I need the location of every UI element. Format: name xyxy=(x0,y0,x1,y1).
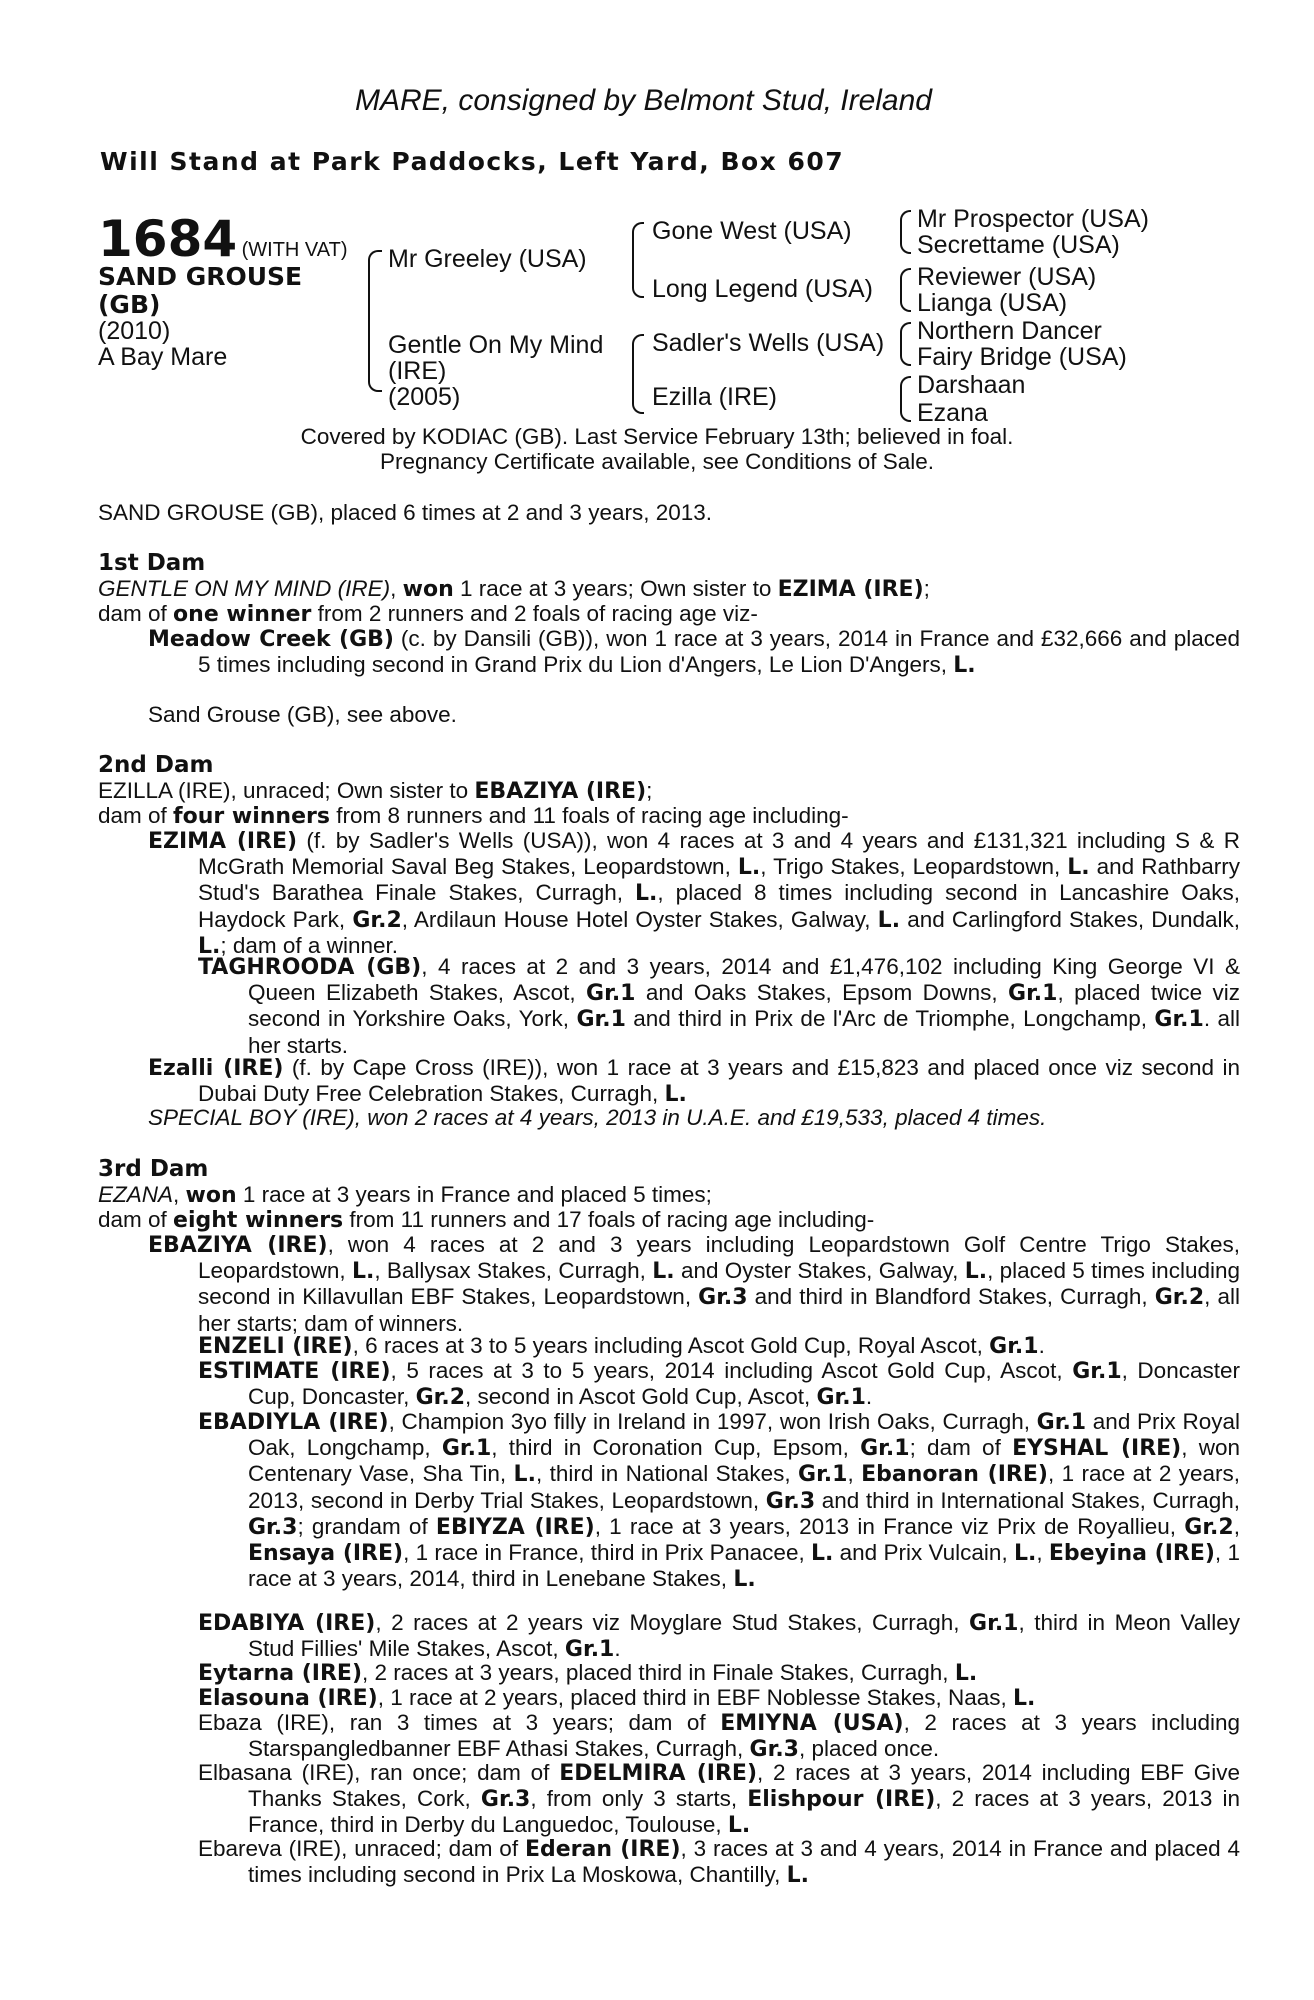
first-dam-produce-2: Sand Grouse (GB), see above. xyxy=(148,702,457,727)
third-dam-grandproduce-9: Ebareva (IRE), unraced; dam of Ederan (IRE), 3 races at 3 and 4 years, 2014 in France and placed 4 times including second in Prix La Moskowa, Chantilly, L. xyxy=(198,1836,1241,1889)
third-dam-grandproduce-1: ENZELI (IRE), 6 races at 3 to 5 years including Ascot Gold Cup, Royal Ascot, Gr.1. xyxy=(198,1333,1045,1359)
pedigree-sdd: Lianga (USA) xyxy=(917,289,1068,317)
pedigree-dsd: Fairy Bridge (USA) xyxy=(917,343,1127,371)
third-dam-line: EZANA, won 1 race at 3 years in France and placed 5 times; xyxy=(98,1182,712,1208)
pedigree-dam-origin: (IRE) xyxy=(388,357,447,385)
horse-name: SAND GROUSE xyxy=(98,262,303,291)
pedigree-sss: Mr Prospector (USA) xyxy=(917,205,1149,233)
stand-location: Will Stand at Park Paddocks, Left Yard, Box 607 xyxy=(100,147,845,176)
first-dam-heading: 1st Dam xyxy=(98,550,206,576)
pedigree-brace-3d xyxy=(900,376,911,422)
pedigree-dam: Gentle On My Mind xyxy=(388,331,604,359)
third-dam-produce-1: EBAZIYA (IRE), won 4 races at 2 and 3 years including Leopardstown Golf Centre Trigo Stakes, Leopardstown, L., Ballysax Stakes, Curragh, L. and Oyster Stakes, Galway, L., placed 5 times including second in Killavullan EBF Stakes, Leopardstown, Gr.3 and third in Blandford Stakes, Curragh, Gr.2, all her starts; dam of winners. xyxy=(148,1232,1241,1336)
pedigree-ss: Gone West (USA) xyxy=(652,217,852,245)
pedigree-sd: Long Legend (USA) xyxy=(652,275,873,303)
second-dam-produce-2: Ezalli (IRE) (f. by Cape Cross (IRE)), won 1 race at 3 years and £15,823 and placed once viz second in Dubai Duty Free Celebration Stakes, Curragh, L. xyxy=(148,1055,1240,1108)
lot-number: 1684 xyxy=(98,210,238,268)
third-dam-grandproduce-6: Elasouna (IRE), 1 race at 2 years, placed third in EBF Noblesse Stakes, Naas, L. xyxy=(198,1685,1036,1711)
horse-year: (2010) xyxy=(98,317,171,345)
pedigree-ddd: Ezana xyxy=(917,399,988,427)
pedigree-brace-1 xyxy=(368,250,382,392)
pedigree-brace-3a xyxy=(900,210,911,254)
pedigree-dd: Ezilla (IRE) xyxy=(652,383,778,411)
pregnancy-note: Pregnancy Certificate available, see Conditions of Sale. xyxy=(379,449,935,474)
pedigree-dam-year: (2005) xyxy=(388,383,461,411)
pedigree-brace-3b xyxy=(900,268,911,312)
second-dam-grandproduce: TAGHROODA (GB), 4 races at 2 and 3 years, 2014 and £1,476,102 including King George VI & Queen Elizabeth Stakes, Ascot, Gr.1 and Oaks Stakes, Epsom Downs, Gr.1, placed twice viz second in Yorkshire Oaks, York, Gr.1 and third in Prix de l'Arc de Triomphe, Longchamp, Gr.1. all her starts. xyxy=(198,954,1241,1058)
third-dam-grandproduce-8: Elbasana (IRE), ran once; dam of EDELMIRA (IRE), 2 races at 3 years, 2014 including EBF Give Thanks Stakes, Cork, Gr.3, from only 3 starts, Elishpour (IRE), 2 races at 3 years, 2013 in France, third in Derby du Languedoc, Toulouse, L. xyxy=(198,1760,1241,1839)
third-dam-grandproduce-7: Ebaza (IRE), ran 3 times at 3 years; dam of EMIYNA (USA), 2 races at 3 years including Starspangledbanner EBF Athasi Stakes, Curragh, Gr.3, placed once. xyxy=(198,1710,1240,1763)
covering-note: Covered by KODIAC (GB). Last Service February 13th; believed in foal. xyxy=(300,424,1014,449)
first-dam-produce-line: dam of one winner from 2 runners and 2 foals of racing age viz- xyxy=(98,601,758,627)
pedigree-ds: Sadler's Wells (USA) xyxy=(652,329,885,357)
consignment-line: MARE, consigned by Belmont Stud, Ireland xyxy=(355,84,932,117)
horse-origin: (GB) xyxy=(98,290,161,319)
vat-note: (WITH VAT) xyxy=(241,239,348,261)
second-dam-produce-1: EZIMA (IRE) (f. by Sadler's Wells (USA)), won 4 races at 3 and 4 years and £131,321 including S & R McGrath Memorial Saval Beg Stakes, Leopardstown, L., Trigo Stakes, Leopardstown, L. and Rathbarry Stud's Barathea Finale Stakes, Curragh, L., placed 8 times including second in Lancashire Oaks, Haydock Park, Gr.2, Ardilaun House Hotel Oyster Stakes, Galway, L. and Carlingford Stakes, Dundalk, L.; dam of a winner. xyxy=(148,828,1240,959)
third-dam-grandproduce-2: ESTIMATE (IRE), 5 races at 3 to 5 years, 2014 including Ascot Gold Cup, Ascot, Gr.1, Doncaster Cup, Doncaster, Gr.2, second in Ascot Gold Cup, Ascot, Gr.1. xyxy=(198,1358,1240,1411)
second-dam-produce-line: dam of four winners from 8 runners and 11 foals of racing age including- xyxy=(98,803,849,829)
pedigree-ssd: Secrettame (USA) xyxy=(917,231,1120,259)
first-dam-produce-1: Meadow Creek (GB) (c. by Dansili (GB)), won 1 race at 3 years, 2014 in France and £32,666 and placed 5 times including second in Grand Prix du Lion d'Angers, Le Lion D'Angers, L. xyxy=(148,626,1240,679)
pedigree-brace-2a xyxy=(632,222,644,298)
second-dam-line: EZILLA (IRE), unraced; Own sister to EBAZIYA (IRE); xyxy=(98,778,653,804)
pedigree-brace-2b xyxy=(632,334,644,414)
third-dam-grandproduce-5: Eytarna (IRE), 2 races at 3 years, placed third in Finale Stakes, Curragh, L. xyxy=(198,1660,978,1686)
intro-line: SAND GROUSE (GB), placed 6 times at 2 and 3 years, 2013. xyxy=(98,500,713,525)
pedigree-dds: Darshaan xyxy=(917,371,1026,399)
third-dam-produce-line: dam of eight winners from 11 runners and 17 foals of racing age including- xyxy=(98,1207,875,1233)
horse-description: A Bay Mare xyxy=(98,343,228,371)
pedigree-sds: Reviewer (USA) xyxy=(917,263,1097,291)
third-dam-heading: 3rd Dam xyxy=(98,1156,209,1182)
lot-heading xyxy=(98,210,348,268)
pedigree-brace-3c xyxy=(900,322,911,366)
third-dam-grandproduce-4: EDABIYA (IRE), 2 races at 2 years viz Moyglare Stud Stakes, Curragh, Gr.1, third in Meon Valley Stud Fillies' Mile Stakes, Ascot, Gr.1. xyxy=(198,1610,1240,1663)
pedigree-sire: Mr Greeley (USA) xyxy=(388,245,587,273)
pedigree-dss: Northern Dancer xyxy=(917,317,1102,345)
third-dam-grandproduce-3: EBADIYLA (IRE), Champion 3yo filly in Ireland in 1997, won Irish Oaks, Curragh, Gr.1 and Prix Royal Oak, Longchamp, Gr.1, third in Coronation Cup, Epsom, Gr.1; dam of EYSHAL (IRE), won Centenary Vase, Sha Tin, L., third in National Stakes, Gr.1, Ebanoran (IRE), 1 race at 2 years, 2013, second in Derby Trial Stakes, Leopardstown, Gr.3 and third in International Stakes, Curragh, Gr.3; grandam of EBIYZA (IRE), 1 race at 3 years, 2013 in France viz Prix de Royallieu, Gr.2, Ensaya (IRE), 1 race in France, third in Prix Panacee, L. and Prix Vulcain, L., Ebeyina (IRE), 1 race at 3 years, 2014, third in Lenebane Stakes, L. xyxy=(198,1409,1240,1593)
first-dam-line: GENTLE ON MY MIND (IRE), won 1 race at 3 years; Own sister to EZIMA (IRE); xyxy=(98,576,930,602)
second-dam-heading: 2nd Dam xyxy=(98,752,214,778)
second-dam-produce-3: SPECIAL BOY (IRE), won 2 races at 4 years, 2013 in U.A.E. and £19,533, placed 4 times. xyxy=(148,1105,1047,1130)
